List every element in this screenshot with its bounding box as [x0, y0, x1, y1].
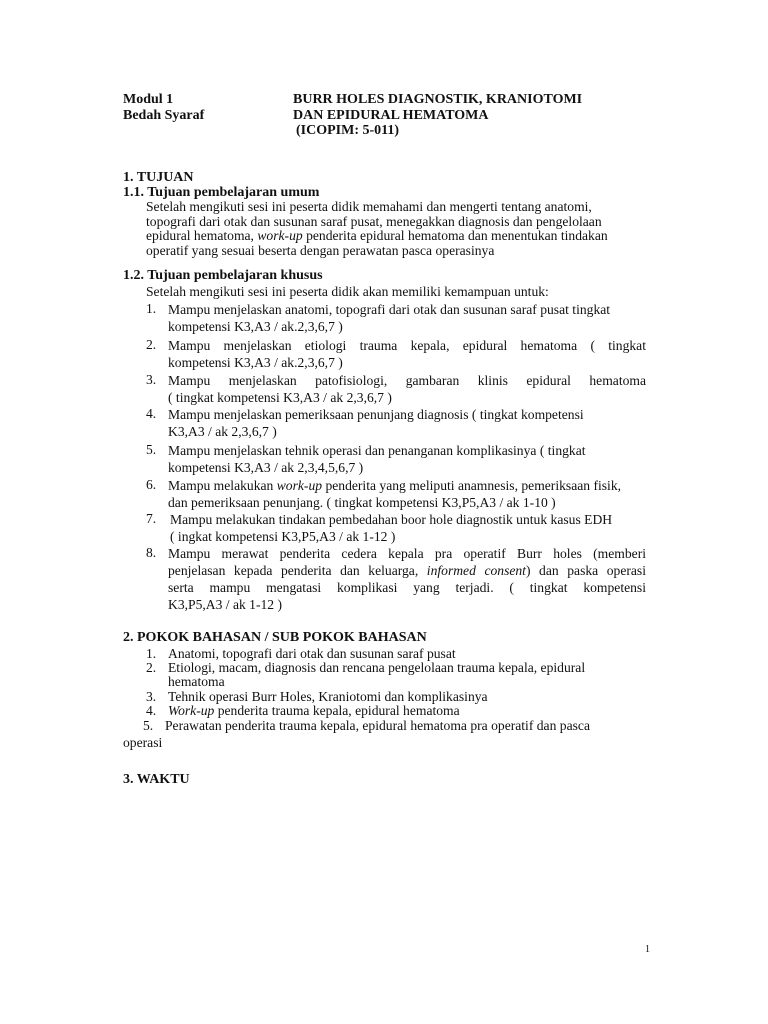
text-run: ) dan paska operasi — [525, 563, 646, 578]
list-number: 7. — [146, 511, 157, 526]
text-run: Mampu melakukan — [168, 478, 277, 493]
list-item — [168, 406, 646, 440]
list-number: 3. — [146, 689, 157, 704]
paragraph-line: topografi dari otak dan susunan saraf pusat, menegakkan diagnosis dan pengelolaan — [146, 213, 602, 229]
list-item-line: ( tingkat kompetensi K3,A3 / ak 2,3,6,7 ) — [168, 390, 392, 405]
list-item-line: Mampu menjelaskan etiologi trauma kepala, epidural hematoma ( tingkat — [168, 338, 646, 353]
department-label: Bedah Syaraf — [123, 108, 205, 123]
list-item-line: Mampu menjelaskan anatomi, topografi dari otak dan susunan saraf pusat tingkat — [168, 302, 611, 317]
list-item — [168, 442, 646, 476]
list-item-line: serta mampu mengatasi komplikasi yang terjadi. ( tingkat kompetensi — [168, 580, 646, 595]
list-item-line: Mampu menjelaskan patofisiologi, gambaran klinis epidural hematoma — [168, 373, 646, 388]
topic-item: Perawatan penderita trauma kepala, epidural hematoma pra operatif dan pasca — [165, 718, 590, 733]
section-heading-pokok-bahasan: 2. POKOK BAHASAN / SUB POKOK BAHASAN — [123, 630, 427, 645]
paragraph-line: Setelah mengikuti sesi ini peserta didik memahami dan mengerti tentang anatomi, — [146, 199, 592, 214]
italic-term: work-up — [257, 228, 303, 243]
document-title-line1: BURR HOLES DIAGNOSTIK, KRANIOTOMI — [293, 92, 583, 107]
list-item-line: Mampu melakukan tindakan pembedahan boor hole diagnostik untuk kasus EDH — [170, 512, 613, 527]
section-heading-tujuan: 1. TUJUAN — [123, 170, 194, 185]
list-item-line: kompetensi K3,A3 / ak.2,3,6,7 ) — [168, 319, 343, 334]
topic-item: Etiologi, macam, diagnosis dan rencana pengelolaan trauma kepala, epidural — [168, 660, 586, 675]
list-item-line — [168, 477, 646, 494]
list-item-line: K3,P5,A3 / ak 1-12 ) — [168, 597, 283, 612]
subsection-heading-khusus: 1.2. Tujuan pembelajaran khusus — [123, 268, 323, 283]
italic-term: Work-up — [168, 703, 215, 718]
list-item-line: kompetensi K3,A3 / ak.2,3,6,7 ) — [168, 355, 343, 370]
section-heading-waktu: 3. WAKTU — [123, 772, 190, 787]
list-item — [168, 372, 646, 406]
intro-text: Setelah mengikuti sesi ini peserta didik akan memiliki kemampuan untuk: — [146, 284, 549, 299]
topic-item — [168, 704, 460, 718]
text-run: penderita trauma kepala, epidural hematoma — [214, 703, 460, 718]
text-run: penderita epidural hematoma dan menentukan tindakan — [302, 228, 608, 243]
topic-item-continuation: hematoma — [168, 674, 225, 689]
list-item-line: ( ingkat kompetensi K3,P5,A3 / ak 1-12 ) — [170, 529, 396, 544]
list-item-line: Mampu menjelaskan tehnik operasi dan penanganan komplikasinya ( tingkat — [168, 443, 586, 458]
list-number: 4. — [146, 703, 157, 718]
topic-item-continuation: operasi — [123, 735, 163, 750]
list-number: 5. — [143, 718, 154, 733]
paragraph-line: operatif yang sesuai beserta dengan perawatan pasca operasinya — [146, 242, 495, 258]
page-number: 1 — [645, 944, 650, 955]
text-run: epidural hematoma, — [146, 228, 258, 243]
module-label: Modul 1 — [123, 92, 174, 107]
document-title-line2: DAN EPIDURAL HEMATOMA — [293, 108, 489, 123]
list-item-line: dan pemeriksaan penunjang. ( tingkat kompetensi K3,P5,A3 / ak 1-10 ) — [168, 495, 556, 510]
text-run: penderita yang meliputi anamnesis, pemeriksaan fisik, — [322, 478, 622, 493]
list-number: 8. — [146, 545, 157, 560]
list-item — [168, 337, 646, 371]
list-item — [170, 511, 648, 545]
list-number: 3. — [146, 372, 157, 387]
list-number: 2. — [146, 660, 157, 675]
list-item-line — [168, 562, 646, 579]
list-item-line: kompetensi K3,A3 / ak 2,3,4,5,6,7 ) — [168, 460, 364, 475]
list-number: 6. — [146, 477, 157, 492]
list-number: 1. — [146, 301, 157, 316]
italic-term: work-up — [276, 478, 323, 493]
text-run: penjelasan kepada penderita dan keluarga, — [168, 563, 427, 578]
list-item-line: Mampu menjelaskan pemeriksaan penunjang diagnosis ( tingkat kompetensi — [168, 407, 584, 422]
list-number: 1. — [146, 646, 157, 661]
subsection-heading-umum: 1.1. Tujuan pembelajaran umum — [123, 185, 320, 200]
list-number: 2. — [146, 337, 157, 352]
list-item-line: K3,A3 / ak 2,3,6,7 ) — [168, 424, 277, 439]
list-item — [168, 545, 646, 613]
document-code: (ICOPIM: 5-011) — [296, 123, 400, 138]
topic-item: Anatomi, topografi dari otak dan susunan saraf pusat — [168, 646, 456, 661]
topic-item: Tehnik operasi Burr Holes, Kraniotomi dan komplikasinya — [168, 689, 488, 704]
list-item — [168, 301, 646, 335]
list-item — [168, 477, 646, 511]
list-item-line: Mampu merawat penderita cedera kepala pra operatif Burr holes (memberi — [168, 546, 646, 561]
italic-term: informed consent — [426, 563, 526, 578]
list-number: 5. — [146, 442, 157, 457]
list-number: 4. — [146, 406, 157, 421]
paragraph-tujuan-umum — [146, 200, 646, 258]
paragraph-line — [146, 229, 646, 244]
